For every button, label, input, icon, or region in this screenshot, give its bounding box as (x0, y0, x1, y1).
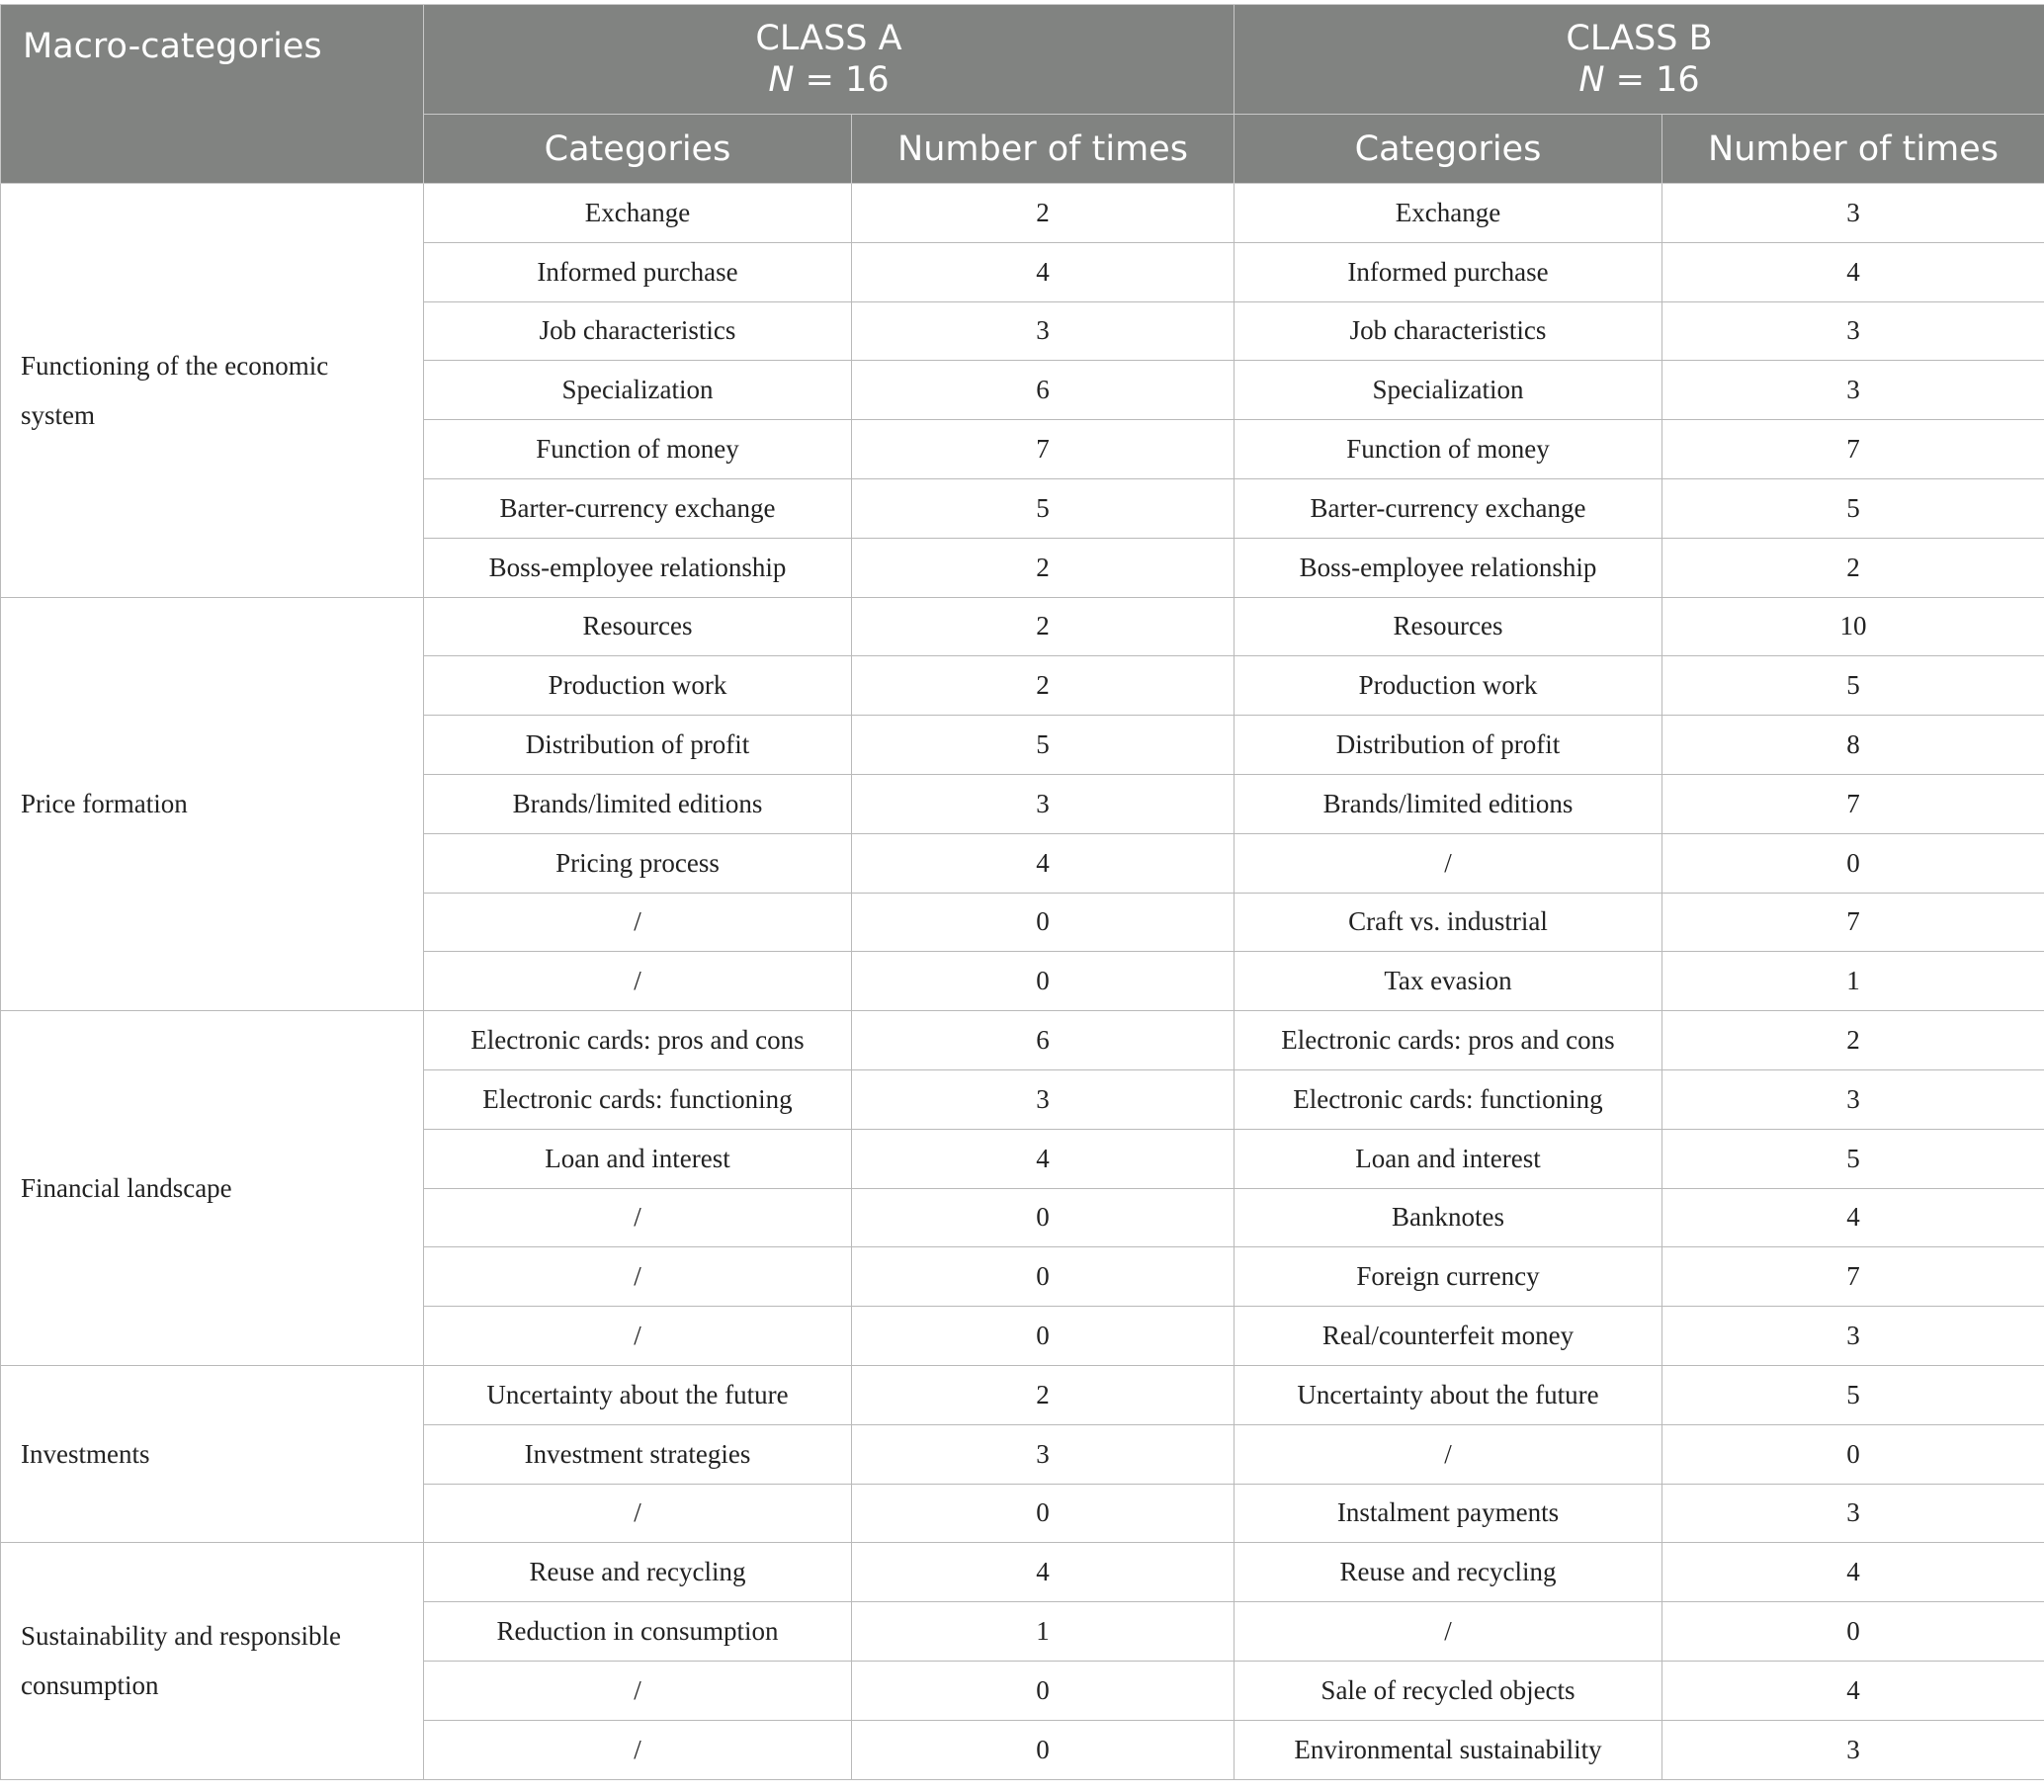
class-a-category-cell: / (424, 1720, 852, 1779)
class-b-count-cell: 4 (1662, 1661, 2044, 1720)
class-b-category-cell: Boss-employee relationship (1235, 538, 1662, 597)
class-b-count-cell: 3 (1662, 301, 2044, 361)
class-b-category-cell: Production work (1235, 656, 1662, 716)
class-b-count-header: Number of times (1662, 115, 2044, 184)
class-a-category-cell: Job characteristics (424, 301, 852, 361)
class-a-count-cell: 0 (852, 952, 1235, 1011)
class-b-count-cell: 7 (1662, 1247, 2044, 1307)
macro-category-cell: Investments (1, 1365, 424, 1542)
class-b-n-symbol: N (1578, 60, 1605, 100)
macro-category-cell: Financial landscape (1, 1011, 424, 1366)
class-b-count-cell: 2 (1662, 1011, 2044, 1070)
class-b-count-cell: 0 (1662, 833, 2044, 893)
class-b-count-cell: 8 (1662, 716, 2044, 775)
class-b-category-cell: Exchange (1235, 184, 1662, 243)
class-a-count-cell: 5 (852, 478, 1235, 538)
class-a-category-cell: Brands/limited editions (424, 774, 852, 833)
macro-category-cell: Functioning of the economic system (1, 184, 424, 598)
class-b-n-value: = 16 (1604, 60, 1700, 100)
class-a-count-cell: 0 (852, 1188, 1235, 1247)
class-a-n (424, 59, 1234, 101)
class-b-category-cell: Electronic cards: pros and cons (1235, 1011, 1662, 1070)
class-b-count-cell: 0 (1662, 1602, 2044, 1662)
class-a-count-cell: 2 (852, 538, 1235, 597)
class-b-count-cell: 2 (1662, 538, 2044, 597)
class-a-n-symbol: N (768, 60, 795, 100)
class-a-count-cell: 0 (852, 1720, 1235, 1779)
class-b-count-cell: 3 (1662, 1720, 2044, 1779)
class-a-category-cell: Production work (424, 656, 852, 716)
class-a-count-cell: 4 (852, 833, 1235, 893)
class-a-count-cell: 2 (852, 656, 1235, 716)
class-b-category-cell: Electronic cards: functioning (1235, 1069, 1662, 1129)
table-row (1, 1011, 2044, 1070)
class-b-category-cell: Specialization (1235, 361, 1662, 420)
class-a-title: CLASS A (755, 19, 902, 58)
class-b-category-cell: Tax evasion (1235, 952, 1662, 1011)
macro-category-cell: Price formation (1, 597, 424, 1011)
class-a-count-cell: 0 (852, 1307, 1235, 1366)
class-b-count-cell: 7 (1662, 420, 2044, 479)
class-b-category-cell: Loan and interest (1235, 1129, 1662, 1188)
class-a-count-cell: 7 (852, 420, 1235, 479)
class-b-categories-header: Categories (1235, 115, 1662, 184)
class-b-category-cell: Instalment payments (1235, 1484, 1662, 1543)
class-b-n (1235, 59, 2044, 101)
class-b-category-cell: Distribution of profit (1235, 716, 1662, 775)
class-a-category-cell: / (424, 1247, 852, 1307)
class-b-count-cell: 5 (1662, 1365, 2044, 1424)
class-a-category-cell: / (424, 1661, 852, 1720)
class-b-count-cell: 10 (1662, 597, 2044, 656)
class-a-category-cell: Investment strategies (424, 1424, 852, 1484)
class-b-count-cell: 3 (1662, 184, 2044, 243)
class-a-category-cell: / (424, 893, 852, 952)
class-b-category-cell: / (1235, 1602, 1662, 1662)
class-b-category-cell: Uncertainty about the future (1235, 1365, 1662, 1424)
class-b-count-cell: 4 (1662, 1188, 2044, 1247)
table-row (1, 184, 2044, 243)
class-a-count-cell: 3 (852, 774, 1235, 833)
class-a-count-cell: 0 (852, 893, 1235, 952)
class-a-category-cell: Boss-employee relationship (424, 538, 852, 597)
class-b-count-cell: 3 (1662, 1307, 2044, 1366)
class-a-count-cell: 4 (852, 1543, 1235, 1602)
class-b-category-cell: Environmental sustainability (1235, 1720, 1662, 1779)
table-container (0, 4, 2044, 1780)
class-b-category-cell: Informed purchase (1235, 242, 1662, 301)
class-a-category-cell: Informed purchase (424, 242, 852, 301)
data-table (0, 4, 2044, 1780)
class-b-category-cell: Craft vs. industrial (1235, 893, 1662, 952)
class-b-count-cell: 3 (1662, 1484, 2044, 1543)
class-b-category-cell: Banknotes (1235, 1188, 1662, 1247)
class-a-category-cell: Resources (424, 597, 852, 656)
class-a-category-cell: / (424, 952, 852, 1011)
class-b-count-cell: 7 (1662, 893, 2044, 952)
class-a-count-cell: 6 (852, 1011, 1235, 1070)
class-b-count-cell: 5 (1662, 1129, 2044, 1188)
class-a-count-cell: 3 (852, 301, 1235, 361)
class-b-category-cell: Reuse and recycling (1235, 1543, 1662, 1602)
table-header (1, 5, 2044, 184)
class-a-categories-header: Categories (424, 115, 852, 184)
macro-categories-header: Macro-categories (1, 5, 424, 184)
class-b-category-cell: Function of money (1235, 420, 1662, 479)
class-b-count-cell: 4 (1662, 242, 2044, 301)
class-a-category-cell: Barter-currency exchange (424, 478, 852, 538)
class-a-count-cell: 2 (852, 597, 1235, 656)
class-a-count-cell: 3 (852, 1424, 1235, 1484)
class-a-count-cell: 1 (852, 1602, 1235, 1662)
table-row (1, 1365, 2044, 1424)
class-a-category-cell: Function of money (424, 420, 852, 479)
class-a-n-value: = 16 (794, 60, 890, 100)
class-b-header (1235, 5, 2044, 115)
class-a-count-cell: 4 (852, 242, 1235, 301)
class-a-count-cell: 4 (852, 1129, 1235, 1188)
class-b-count-cell: 3 (1662, 1069, 2044, 1129)
class-b-category-cell: Foreign currency (1235, 1247, 1662, 1307)
class-b-count-cell: 4 (1662, 1543, 2044, 1602)
class-b-category-cell: Sale of recycled objects (1235, 1661, 1662, 1720)
class-b-category-cell: Brands/limited editions (1235, 774, 1662, 833)
class-a-category-cell: / (424, 1484, 852, 1543)
class-a-count-cell: 5 (852, 716, 1235, 775)
class-a-category-cell: Electronic cards: pros and cons (424, 1011, 852, 1070)
class-a-count-cell: 2 (852, 1365, 1235, 1424)
table-row (1, 1543, 2044, 1602)
class-a-category-cell: Reduction in consumption (424, 1602, 852, 1662)
class-a-category-cell: Electronic cards: functioning (424, 1069, 852, 1129)
class-b-category-cell: Job characteristics (1235, 301, 1662, 361)
class-a-count-header: Number of times (852, 115, 1235, 184)
class-b-count-cell: 5 (1662, 656, 2044, 716)
class-b-category-cell: Resources (1235, 597, 1662, 656)
class-a-count-cell: 0 (852, 1661, 1235, 1720)
class-b-category-cell: / (1235, 833, 1662, 893)
class-a-category-cell: / (424, 1188, 852, 1247)
class-b-count-cell: 1 (1662, 952, 2044, 1011)
class-b-count-cell: 7 (1662, 774, 2044, 833)
class-a-category-cell: Specialization (424, 361, 852, 420)
class-b-category-cell: Real/counterfeit money (1235, 1307, 1662, 1366)
class-a-count-cell: 0 (852, 1247, 1235, 1307)
class-a-header (424, 5, 1235, 115)
class-b-title: CLASS B (1566, 19, 1713, 58)
class-b-count-cell: 5 (1662, 478, 2044, 538)
class-a-category-cell: / (424, 1307, 852, 1366)
table-row (1, 597, 2044, 656)
class-a-category-cell: Distribution of profit (424, 716, 852, 775)
macro-category-cell: Sustainability and responsible consumption (1, 1543, 424, 1779)
class-a-category-cell: Reuse and recycling (424, 1543, 852, 1602)
class-a-count-cell: 6 (852, 361, 1235, 420)
class-a-category-cell: Uncertainty about the future (424, 1365, 852, 1424)
table-body (1, 184, 2044, 1780)
class-a-count-cell: 0 (852, 1484, 1235, 1543)
class-b-count-cell: 0 (1662, 1424, 2044, 1484)
class-a-category-cell: Pricing process (424, 833, 852, 893)
class-a-category-cell: Exchange (424, 184, 852, 243)
class-b-category-cell: / (1235, 1424, 1662, 1484)
class-b-count-cell: 3 (1662, 361, 2044, 420)
class-a-category-cell: Loan and interest (424, 1129, 852, 1188)
class-a-count-cell: 2 (852, 184, 1235, 243)
class-b-category-cell: Barter-currency exchange (1235, 478, 1662, 538)
class-a-count-cell: 3 (852, 1069, 1235, 1129)
